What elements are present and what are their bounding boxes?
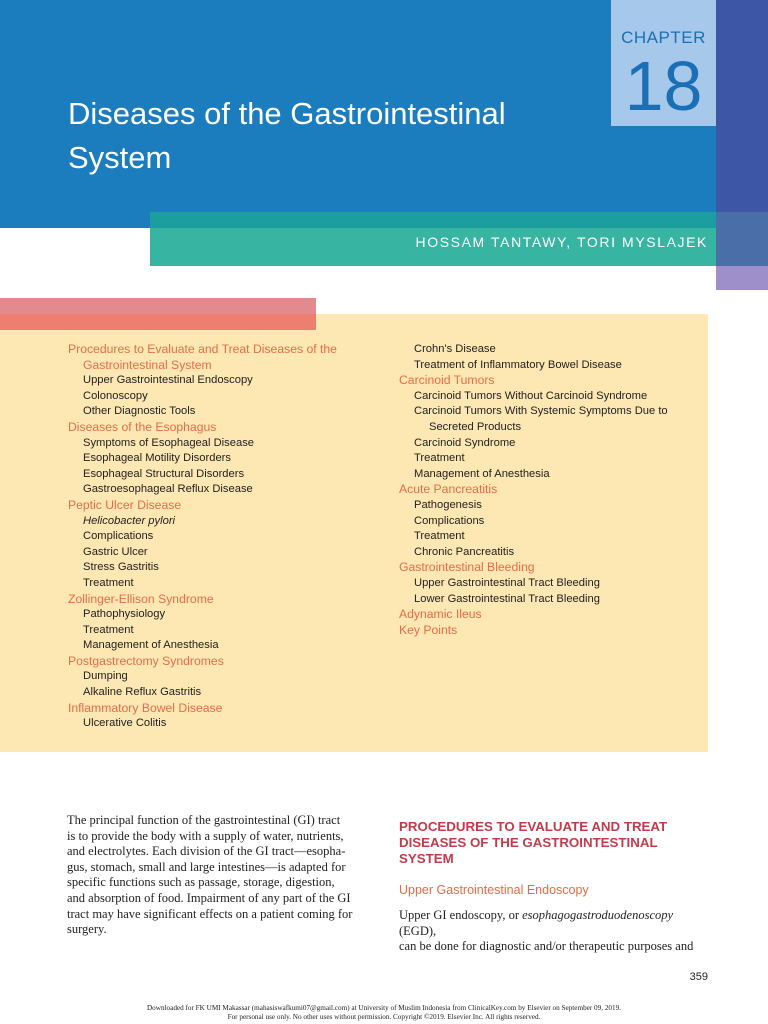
toc-heading: Postgastrectomy Syndromes (68, 653, 224, 668)
toc-subitem: Carcinoid Syndrome (414, 436, 516, 449)
page-number: 359 (689, 971, 708, 983)
intro-line: and absorption of food. Impairment of any part of the GI (67, 890, 351, 905)
egd-text-b: (EGD), (399, 923, 437, 938)
toc-accent-bar (0, 298, 316, 314)
toc-subitem: Management of Anesthesia (83, 639, 219, 652)
intro-line: and electrolytes. Each division of the GI tract—esopha- (67, 844, 346, 859)
toc-heading-cont: Gastrointestinal System (83, 357, 212, 372)
egd-text-a: Upper GI endoscopy, or (399, 908, 523, 922)
header-side-strip-mid (716, 212, 768, 266)
intro-line: surgery. (67, 922, 107, 937)
toc-heading: Key Points (399, 622, 458, 637)
toc-subitem: Carcinoid Tumors With Systemic Symptoms Due to (414, 405, 668, 418)
section-heading-line: PROCEDURES TO EVALUATE AND TREAT (399, 819, 668, 834)
author-band-top (150, 212, 716, 228)
toc-subitem: Helicobacter pylori (83, 514, 176, 527)
toc-heading: Acute Pancreatitis (399, 482, 498, 497)
toc-heading: Adynamic Ileus (399, 607, 482, 622)
toc-subitem: Colonoscopy (83, 389, 148, 402)
toc-subitem: Gastric Ulcer (83, 545, 148, 558)
toc-subitem: Treatment (83, 576, 134, 589)
toc-subitem: Pathophysiology (83, 608, 166, 621)
toc-subitem: Upper Gastrointestinal Endoscopy (83, 374, 253, 387)
toc-left-column (68, 342, 388, 732)
toc-right-column (399, 342, 704, 638)
section-heading-line: SYSTEM (399, 850, 454, 866)
footer-line-2: For personal use only. No other uses without permission. Copyright ©2019. Elsevier Inc. All rights reserved. (227, 1013, 541, 1021)
toc-heading: Procedures to Evaluate and Treat Diseases of the (68, 342, 337, 356)
intro-line: The principal function of the gastrointestinal (GI) tract (67, 813, 341, 827)
toc-subitem: Dumping (83, 670, 128, 683)
toc-subitem: Other Diagnostic Tools (83, 405, 196, 418)
authors: HOSSAM TANTAWY, TORI MYSLAJEK (415, 234, 708, 250)
chapter-title-line1: Diseases of the Gastrointestinal (68, 96, 506, 131)
subsection-heading: Upper Gastrointestinal Endoscopy (399, 883, 589, 897)
toc-subitem: Management of Anesthesia (414, 467, 550, 480)
toc-heading: Zollinger-Ellison Syndrome (68, 591, 214, 606)
toc-subitem: Gastroesophageal Reflux Disease (83, 483, 253, 496)
header-side-strip (716, 0, 768, 212)
chapter-number: 18 (624, 47, 703, 125)
toc-subitem: Lower Gastrointestinal Tract Bleeding (414, 592, 600, 605)
chapter-title (68, 92, 588, 180)
toc-subitem: Symptoms of Esophageal Disease (83, 436, 255, 449)
toc-subitem: Stress Gastritis (83, 561, 159, 574)
intro-line: specific functions such as passage, storage, digestion, (67, 875, 335, 890)
intro-line: tract may have significant effects on a patient coming for (67, 906, 353, 921)
toc-heading: Gastrointestinal Bleeding (399, 560, 535, 575)
toc-subitem: Carcinoid Tumors Without Carcinoid Syndrome (414, 389, 648, 402)
toc-subitem: Ulcerative Colitis (83, 717, 167, 730)
toc-subitem: Chronic Pancreatitis (414, 545, 515, 558)
egd-term: esophagogastroduodenoscopy (522, 908, 674, 922)
toc-subitem: Treatment (414, 452, 465, 465)
toc-heading: Carcinoid Tumors (399, 373, 495, 388)
egd-line-1 (399, 908, 711, 939)
footer-line-1: Downloaded for FK UMI Makassar (mahasiswafkumi07@gmail.com) at University of Muslim Indonesia from ClinicalKey.com by Elsevier on September 09, 2019. (146, 1004, 622, 1012)
toc-subitem: Complications (83, 530, 154, 543)
toc-subitem: Esophageal Structural Disorders (83, 467, 245, 480)
toc-heading: Peptic Ulcer Disease (68, 497, 182, 512)
footer (0, 1004, 768, 1022)
toc-subitem: Treatment (83, 623, 134, 636)
toc-heading: Inflammatory Bowel Disease (68, 700, 223, 715)
chapter-label: CHAPTER (621, 28, 706, 47)
intro-paragraph (67, 813, 379, 938)
egd-paragraph (399, 908, 711, 955)
toc-subitem: Upper Gastrointestinal Tract Bleeding (414, 576, 600, 589)
toc-subitem: Complications (414, 514, 485, 527)
header-side-strip-purple (716, 266, 768, 290)
section-heading-line: DISEASES OF THE GASTROINTESTINAL (399, 834, 658, 850)
toc-accent-bar-lower (0, 314, 316, 330)
egd-line-2: can be done for diagnostic and/or therapeutic purposes and (399, 939, 694, 954)
toc-subitem: Treatment (414, 530, 465, 543)
toc-subitem: Esophageal Motility Disorders (83, 452, 231, 465)
toc-subitem: Crohn's Disease (414, 343, 496, 355)
toc-subitem-cont: Secreted Products (429, 420, 522, 433)
toc-subitem: Alkaline Reflux Gastritis (83, 686, 202, 699)
section-heading (399, 819, 699, 866)
toc-heading: Diseases of the Esophagus (68, 419, 217, 434)
intro-line: is to provide the body with a supply of water, nutrients, (67, 828, 344, 843)
toc-subitem: Pathogenesis (414, 498, 482, 511)
toc-subitem: Treatment of Inflammatory Bowel Disease (414, 358, 622, 371)
intro-line: gus, stomach, small and large intestines—is adapted for (67, 859, 346, 874)
chapter-title-line2: System (68, 140, 172, 175)
